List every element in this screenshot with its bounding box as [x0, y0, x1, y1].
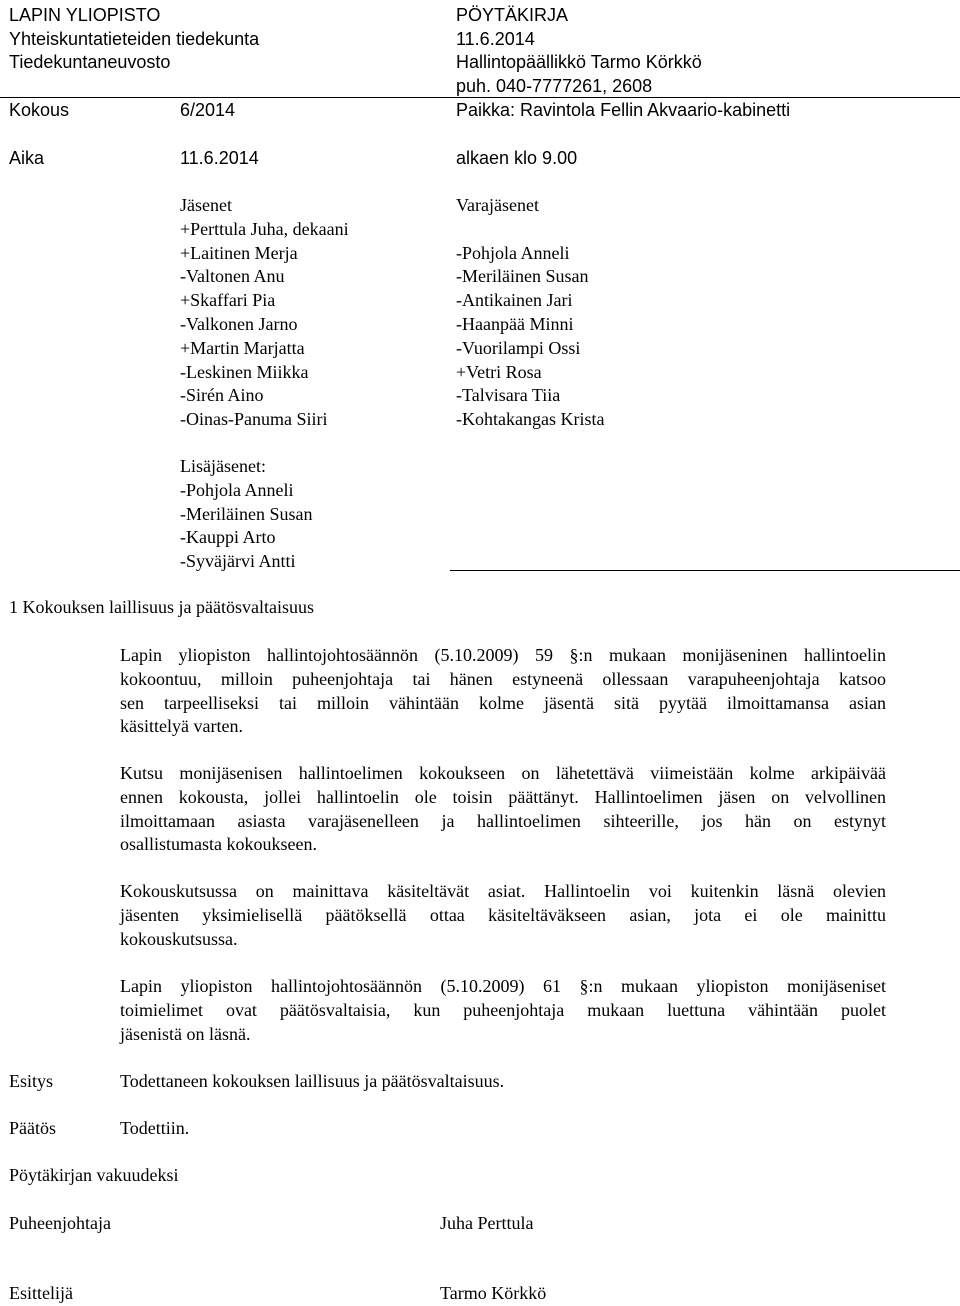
paatos-label: Päätös — [9, 1118, 56, 1138]
extra-members-column — [180, 455, 312, 574]
extra-member-item: -Pohjola Anneli — [180, 479, 294, 500]
section-title: 1 Kokouksen laillisuus ja päätösvaltaisuus — [9, 597, 314, 617]
paragraph-1 — [120, 644, 886, 739]
deputy-item: +Vetri Rosa — [456, 361, 542, 382]
chair-role: Puheenjohtaja — [9, 1213, 111, 1233]
esitys-text: Todettaneen kokouksen laillisuus ja päätösvaltaisuus. — [120, 1071, 505, 1091]
secretary-name: Tarmo Körkkö — [440, 1283, 547, 1303]
paragraph-line: kokoontuu, milloin puheenjohtaja tai hänen estyneenä ollessaan varapuheenjohtaja katsoo — [120, 668, 886, 689]
kokous-value: 6/2014 — [180, 100, 236, 120]
deputy-item: -Antikainen Jari — [456, 290, 573, 311]
extra-member-item: -Syväjärvi Antti — [180, 551, 296, 572]
paragraph-line: jäsenten yksimielisellä päätöksellä ottaa käsiteltäväkseen asian, jota ei ole mainittu — [120, 904, 886, 925]
signatures-heading: Pöytäkirjan vakuudeksi — [9, 1165, 179, 1185]
paragraph-line: Kutsu monijäsenisen hallintoelimen kokoukseen on lähetettävä viimeistään kolme arkipäivää — [120, 763, 886, 783]
deputy-item: -Haanpää Minni — [456, 313, 574, 334]
paragraph-line: ennen kokousta, jollei hallintoelin ole toisin päättänyt. Hallintoelimen jäsen on velvollinen — [120, 786, 886, 807]
header-divider — [0, 97, 960, 98]
aika-date: 11.6.2014 — [180, 148, 259, 168]
member-item: +Laitinen Merja — [180, 242, 298, 263]
paragraph-line: Lapin yliopiston hallintojohtosäännön (5.10.2009) 61 §:n mukaan yliopiston monijäseniset — [120, 976, 886, 996]
aika-start: alkaen klo 9.00 — [456, 148, 578, 168]
aika-label: Aika — [9, 148, 45, 168]
paragraph-4 — [120, 975, 886, 1046]
members-heading: Jäsenet — [180, 195, 232, 215]
member-item: -Valkonen Jarno — [180, 313, 298, 334]
members-divider — [450, 570, 960, 571]
deputy-item: -Kohtakangas Krista — [456, 409, 605, 430]
esitys-label: Esitys — [9, 1071, 54, 1091]
member-item: +Perttula Juha, dekaani — [180, 218, 349, 239]
paragraph-line: käsittelyä varten. — [120, 716, 243, 737]
paragraph-3 — [120, 880, 886, 951]
member-item: +Skaffari Pia — [180, 290, 276, 311]
contact-phone: puh. 040-7777261, 2608 — [456, 76, 653, 96]
deputies-column — [456, 194, 604, 432]
deputies-heading: Varajäsenet — [456, 195, 539, 215]
paatos-text: Todettiin. — [120, 1118, 190, 1138]
deputy-item: -Meriläinen Susan — [456, 266, 589, 287]
paragraph-line: Kokouskutsussa on mainittava käsiteltävät asiat. Hallintoelin voi kuitenkin läsnä olevien — [120, 881, 886, 901]
university-name: LAPIN YLIOPISTO — [9, 5, 161, 25]
member-item: -Leskinen Miikka — [180, 361, 309, 382]
deputy-item: -Talvisara Tiia — [456, 385, 561, 406]
member-item: -Oinas-Panuma Siiri — [180, 409, 328, 430]
paragraph-line: kokouskutsussa. — [120, 928, 238, 949]
member-item: -Valtonen Anu — [180, 266, 285, 287]
council-name: Tiedekuntaneuvosto — [9, 52, 171, 72]
secretary-role: Esittelijä — [9, 1283, 73, 1303]
chair-name: Juha Perttula — [440, 1213, 534, 1233]
paragraph-line: sen tarpeelliseksi tai milloin vähintään kolme jäsentä sitä pyytää ilmoittamansa asian — [120, 692, 886, 713]
paragraph-2 — [120, 762, 886, 857]
paragraph-line: jäsenistä on läsnä. — [120, 1023, 251, 1044]
document-date: 11.6.2014 — [456, 29, 535, 49]
contact-name: Hallintopäällikkö Tarmo Körkkö — [456, 52, 702, 72]
meeting-place: Paikka: Ravintola Fellin Akvaario-kabinetti — [456, 100, 791, 120]
members-column — [180, 194, 349, 432]
paragraph-line: toimielimet ovat päätösvaltaisia, kun puheenjohtaja mukaan luettuna vähintään puolet — [120, 999, 886, 1020]
member-item: -Sirén Aino — [180, 385, 264, 406]
kokous-label: Kokous — [9, 100, 70, 120]
document-type: PÖYTÄKIRJA — [456, 5, 569, 25]
member-item: +Martin Marjatta — [180, 337, 305, 358]
deputy-item: -Vuorilampi Ossi — [456, 337, 581, 358]
paragraph-line: osallistumasta kokoukseen. — [120, 834, 317, 855]
extra-member-item: -Meriläinen Susan — [180, 503, 313, 524]
paragraph-line: Lapin yliopiston hallintojohtosäännön (5.10.2009) 59 §:n mukaan monijäseninen hallintoelin — [120, 645, 886, 665]
faculty-name: Yhteiskuntatieteiden tiedekunta — [9, 29, 260, 49]
deputy-item: -Pohjola Anneli — [456, 242, 570, 263]
extra-member-item: -Kauppi Arto — [180, 527, 276, 548]
paragraph-line: ilmoittamaan asiasta varajäsenelleen ja hallintoelimen sihteerille, jos hän on estynyt — [120, 810, 886, 831]
extra-members-heading: Lisäjäsenet: — [180, 456, 266, 476]
